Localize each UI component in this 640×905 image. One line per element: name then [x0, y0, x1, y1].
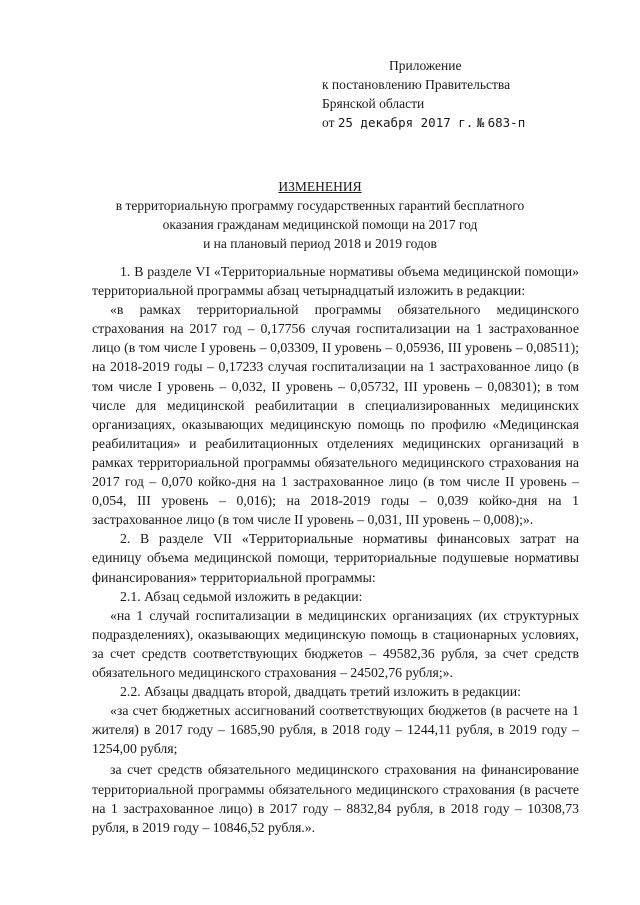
resolution-date: 25 декабря 2017 г. [337, 115, 474, 130]
paragraph-2-1-quote: «на 1 случай госпитализации в медицинских организациях (их структурных подразделениях), оказывающих медицинскую помощь в стационарных условиях, за счет средств соответствующих бюджетов – 49582,36 рубля, за счет средств обязательного медицинского страхования – 24502,76 рубля;». [92, 607, 579, 680]
paragraph-2-1: 2.1. Абзац седьмой изложить в редакции: [120, 588, 363, 604]
appendix-title: Приложение [389, 58, 462, 73]
appendix-date-line [322, 113, 525, 132]
title-heading: ИЗМЕНЕНИЯ [278, 179, 362, 194]
resolution-number: 683-п [487, 115, 526, 130]
paragraph-1: 1. В разделе VI «Территориальные нормативы объема медицинской помощи» территориальной программы абзац четырнадцатый изложить в редакции: [92, 264, 579, 299]
paragraph-2-2-quote-a: «за счет бюджетных ассигнований соответствующих бюджетов (в расчете на 1 жителя) в 2017 году – 1685,90 рубля, в 2018 году – 1244,11 рубля, в 2019 году – 1254,00 рубля; [92, 703, 579, 757]
paragraph-2-2-quote-b: за счет средств обязательного медицинского страхования на финансирование территориальной программы обязательного медицинского страхования (в расчете на 1 застрахованное лицо) в 2017 году – 8832,84 рубля, в 2018 году – 10308,73 рубля, в 2019 году – 10846,52 рубля.». [92, 762, 579, 835]
appendix-block [322, 56, 525, 132]
number-sign: № [476, 115, 485, 130]
title-line-1: в территориальную программу государственных гарантий бесплатного [115, 198, 525, 213]
title-line-2: оказания гражданам медицинской помощи на 2017 год [162, 217, 478, 232]
appendix-resolution: к постановлению Правительства [322, 77, 511, 92]
paragraph-1-quote: «в рамках территориальной программы обязательного медицинского страхования на 2017 год – 0,17756 случая госпитализации на 1 застрахованное лицо (в том числе I уровень – 0,03309, II уровень – 0,05936, III уровень – 0,08511); на 2018-2019 годы – 0,17233 случая госпитализации на 1 застрахованное лицо (в том числе I уровень – 0,032, II уровень – 0,05732, III уровень – 0,08301); в том числе для медицинской реабилитации в специализированных медицинских организациях, оказывающих медицинскую помощь по профилю «Медицинская реабилитация» и реабилитационных отделениях медицинских организаций в рамках территориальной программы обязательного медицинского страхования на 2017 год – 0,070 койко-дня на 1 застрахованное лицо (в том числе II уровень – 0,054, III уровень – 0,016); на 2018-2019 годы – 0,039 койко-дня на 1 застрахованное лицо (в том числе II уровень – 0,031, III уровень – 0,008);». [92, 302, 579, 528]
paragraph-2: 2. В разделе VII «Территориальные нормативы финансовых затрат на единицу объема медицинской помощи, территориальные подушевые нормативы финансирования» территориальной программы: [92, 531, 579, 585]
paragraph-2-2: 2.2. Абзацы двадцать второй, двадцать третий изложить в редакции: [120, 684, 521, 700]
appendix-region: Брянской области [322, 96, 425, 111]
document-body [92, 262, 579, 837]
title-line-3: и на плановый период 2018 и 2019 годов [203, 236, 437, 251]
document-title [60, 177, 580, 253]
date-prefix: от [322, 115, 335, 130]
